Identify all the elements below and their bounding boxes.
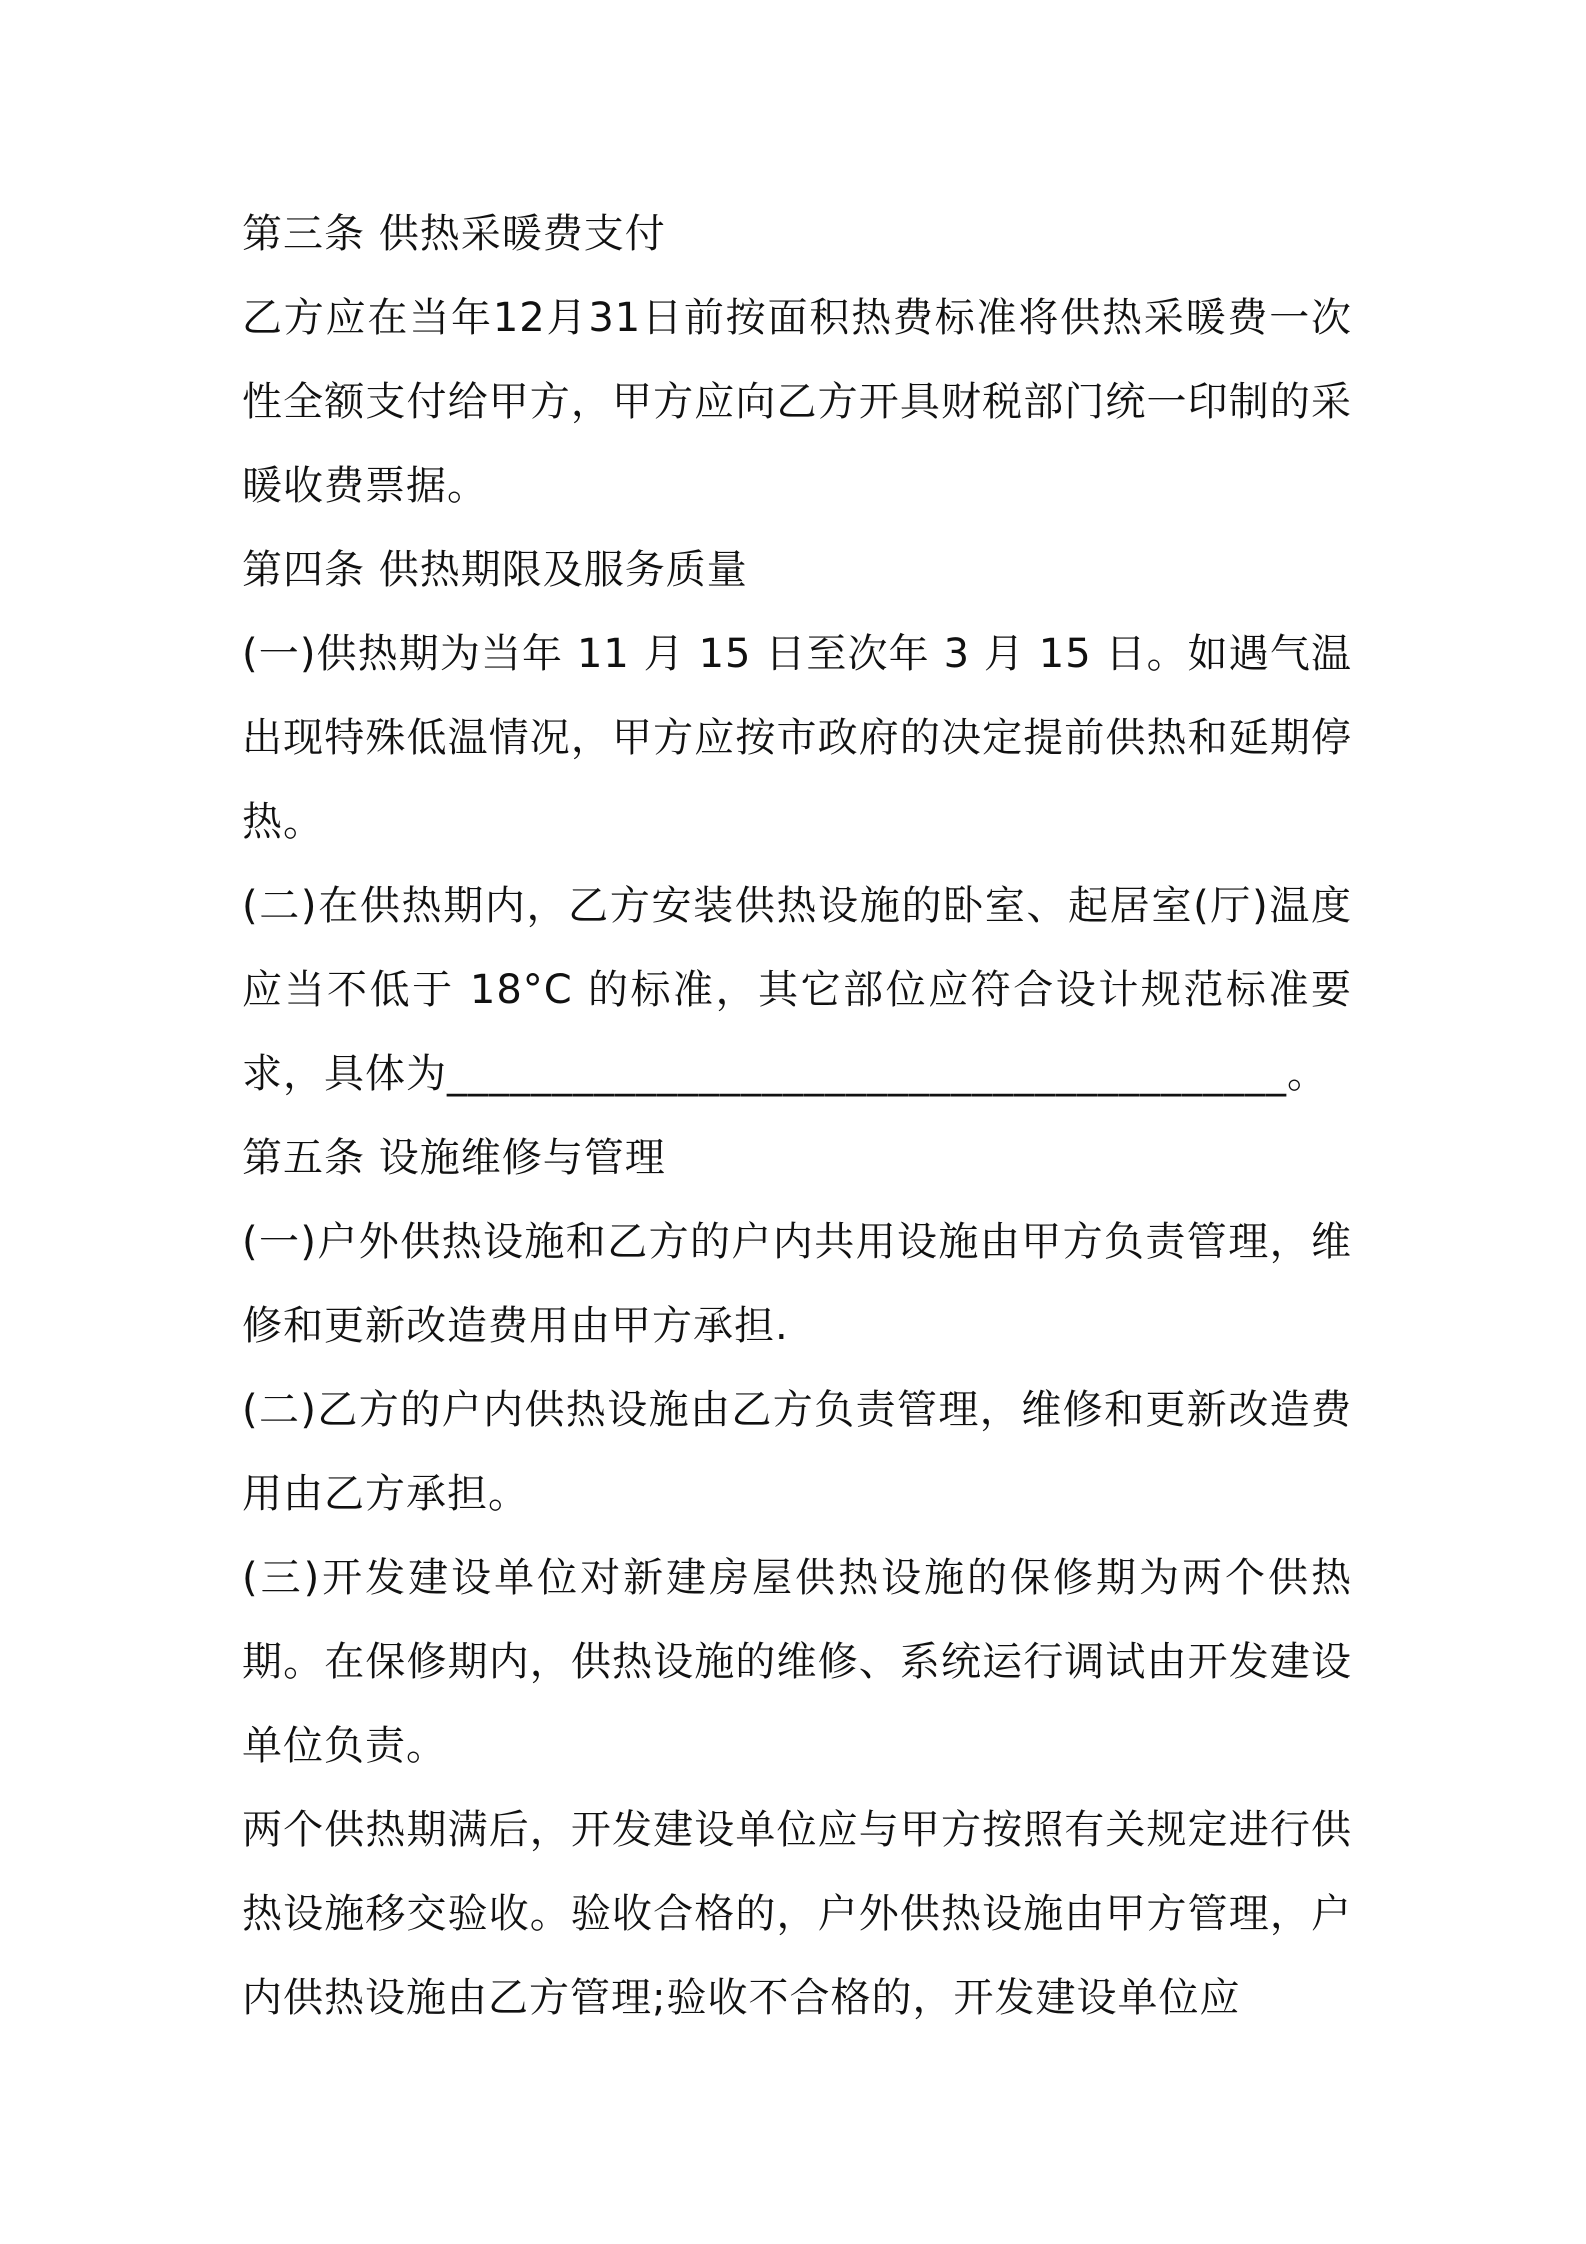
contract-text — [242, 192, 1352, 2040]
article-5-handover-clause: 两个供热期满后，开发建设单位应与甲方按照有关规定进行供热设施移交验收。验收合格的，户外供热设施由甲方管理，户内供热设施由乙方管理;验收不合格的，开发建设单位应 — [242, 1807, 1352, 2021]
article-3-heading: 第三条 供热采暖费支付 — [242, 211, 666, 257]
article-5-clause-2: (二)乙方的户内供热设施由乙方负责管理，维修和更新改造费用由乙方承担。 — [242, 1387, 1352, 1517]
article-3-payment-clause: 乙方应在当年12月31日前按面积热费标准将供热采暖费一次性全额支付给甲方，甲方应向乙方开具财税部门统一印制的采暖收费票据。 — [242, 295, 1352, 509]
article-5-clause-3: (三)开发建设单位对新建房屋供热设施的保修期为两个供热期。在保修期内，供热设施的维修、系统运行调试由开发建设单位负责。 — [242, 1555, 1352, 1769]
article-4-clause-2: (二)在供热期内，乙方安装供热设施的卧室、起居室(厅)温度应当不低于 18°C 的标准，其它部位应符合设计规范标准要求，具体为________________________________________。 — [242, 883, 1352, 1097]
article-4-clause-1: (一)供热期为当年 11 月 15 日至次年 3 月 15 日。如遇气温出现特殊低温情况，甲方应按市政府的决定提前供热和延期停热。 — [242, 631, 1352, 845]
article-5-heading: 第五条 设施维修与管理 — [242, 1135, 666, 1181]
article-5-clause-1: (一)户外供热设施和乙方的户内共用设施由甲方负责管理，维修和更新改造费用由甲方承担. — [242, 1219, 1352, 1349]
article-4-heading: 第四条 供热期限及服务质量 — [242, 547, 748, 593]
